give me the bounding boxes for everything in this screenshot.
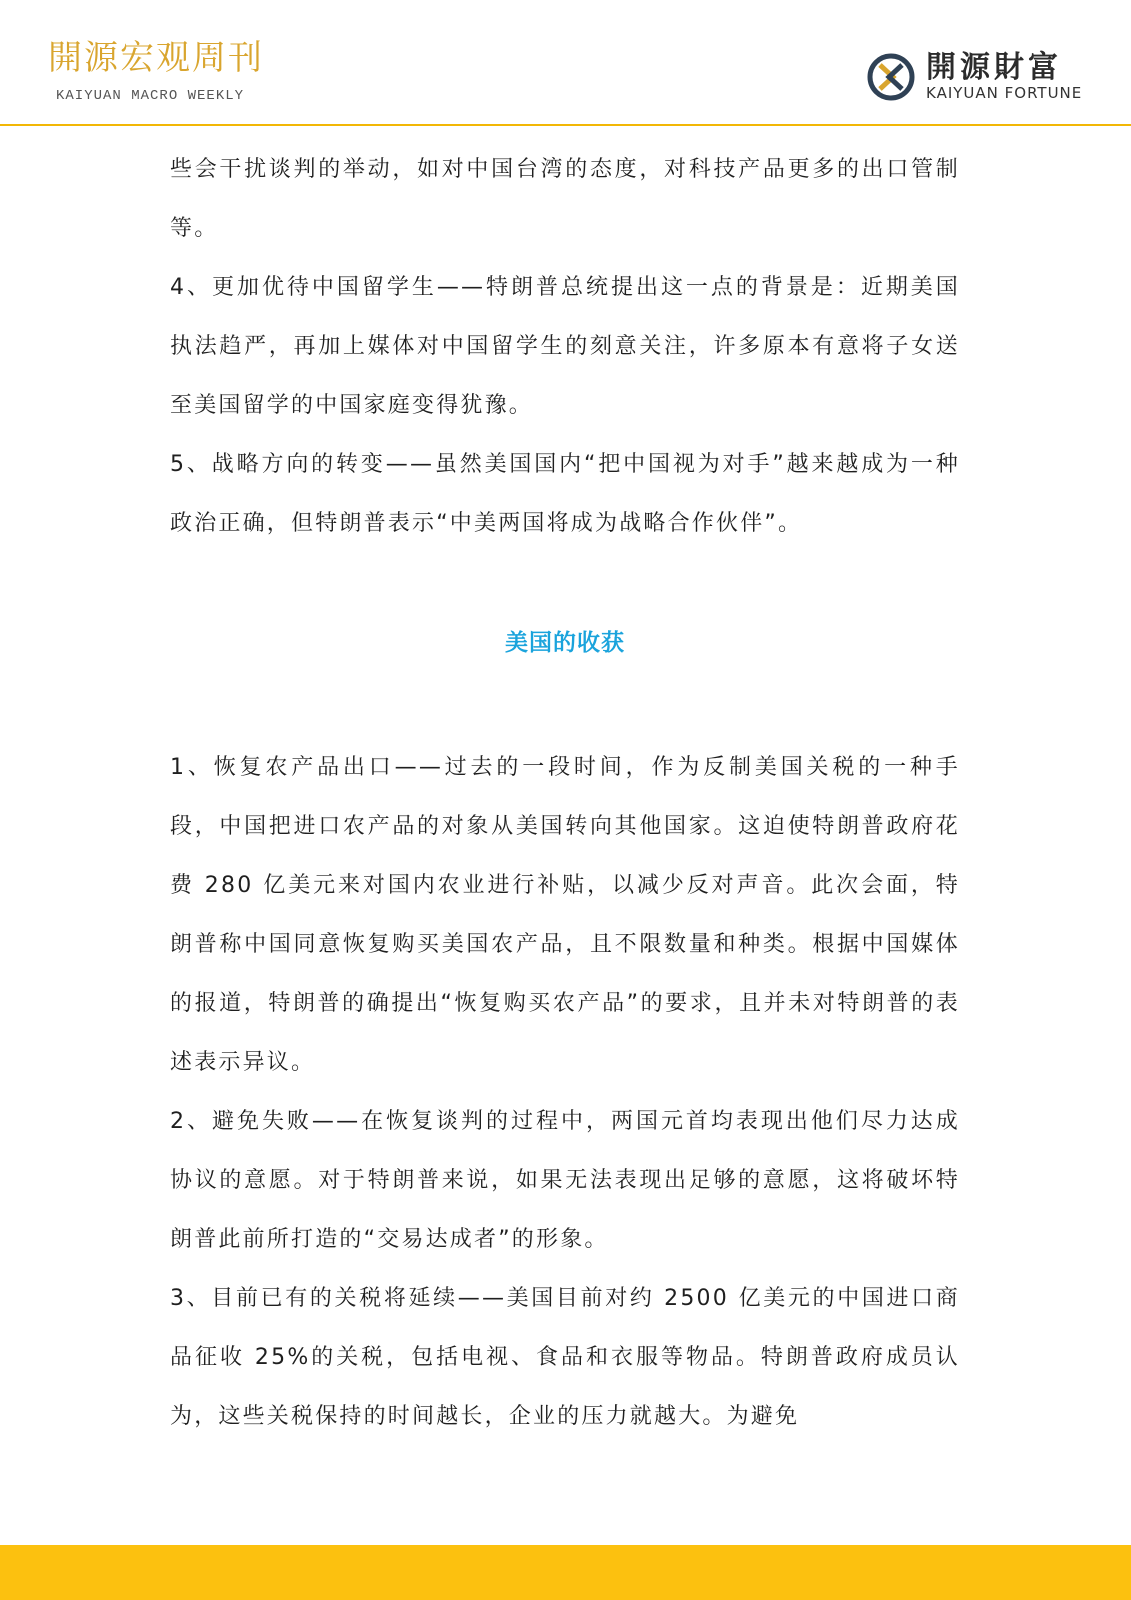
spacer — [170, 553, 960, 623]
paragraph: 些会干扰谈判的举动，如对中国台湾的态度，对科技产品更多的出口管制等。 — [170, 157, 960, 241]
paragraph: 1、恢复农产品出口——过去的一段时间，作为反制美国关税的一种手段，中国把进口农产品的对象从美国转向其他国家。这迫使特朗普政府花费 280 亿美元来对国内农业进行补贴，以减少反对声音。此次会面，特朗普称中国同意恢复购买美国农产品，且不限数量和种类。根据中国媒体的报道，特朗普的确提出“恢复购买农产品”的要求，且并未对特朗普的表述表示异议。 — [170, 755, 960, 1075]
company-logo — [866, 50, 1086, 110]
publication-title: 開源宏观周刊 — [48, 38, 264, 78]
footer-bar — [0, 1545, 1131, 1600]
logo-text-cn: 開源財富 — [926, 50, 1062, 85]
publication-subtitle: KAIYUAN MACRO WEEKLY — [56, 88, 245, 104]
logo-text-en: KAIYUAN FORTUNE — [926, 84, 1083, 102]
article-body — [170, 140, 960, 1446]
kaiyuan-k-logo-icon — [866, 52, 916, 102]
paragraph: 5、战略方向的转变——虽然美国国内“把中国视为对手”越来越成为一种政治正确，但特朗普表示“中美两国将成为战略合作伙伴”。 — [170, 452, 960, 536]
page-header — [0, 0, 1131, 126]
spacer — [170, 663, 960, 738]
header-divider — [0, 124, 1131, 126]
section-heading: 美国的收获 — [505, 630, 625, 656]
paragraph: 3、目前已有的关税将延续——美国目前对约 2500 亿美元的中国进口商品征收 25%的关税，包括电视、食品和衣服等物品。特朗普政府成员认为，这些关税保持的时间越长，企业的压力就越大。为避免 — [170, 1286, 960, 1429]
paragraph: 2、避免失败——在恢复谈判的过程中，两国元首均表现出他们尽力达成协议的意愿。对于特朗普来说，如果无法表现出足够的意愿，这将破坏特朗普此前所打造的“交易达成者”的形象。 — [170, 1109, 960, 1252]
paragraph: 4、更加优待中国留学生——特朗普总统提出这一点的背景是：近期美国执法趋严，再加上媒体对中国留学生的刻意关注，许多原本有意将子女送至美国留学的中国家庭变得犹豫。 — [170, 275, 960, 418]
